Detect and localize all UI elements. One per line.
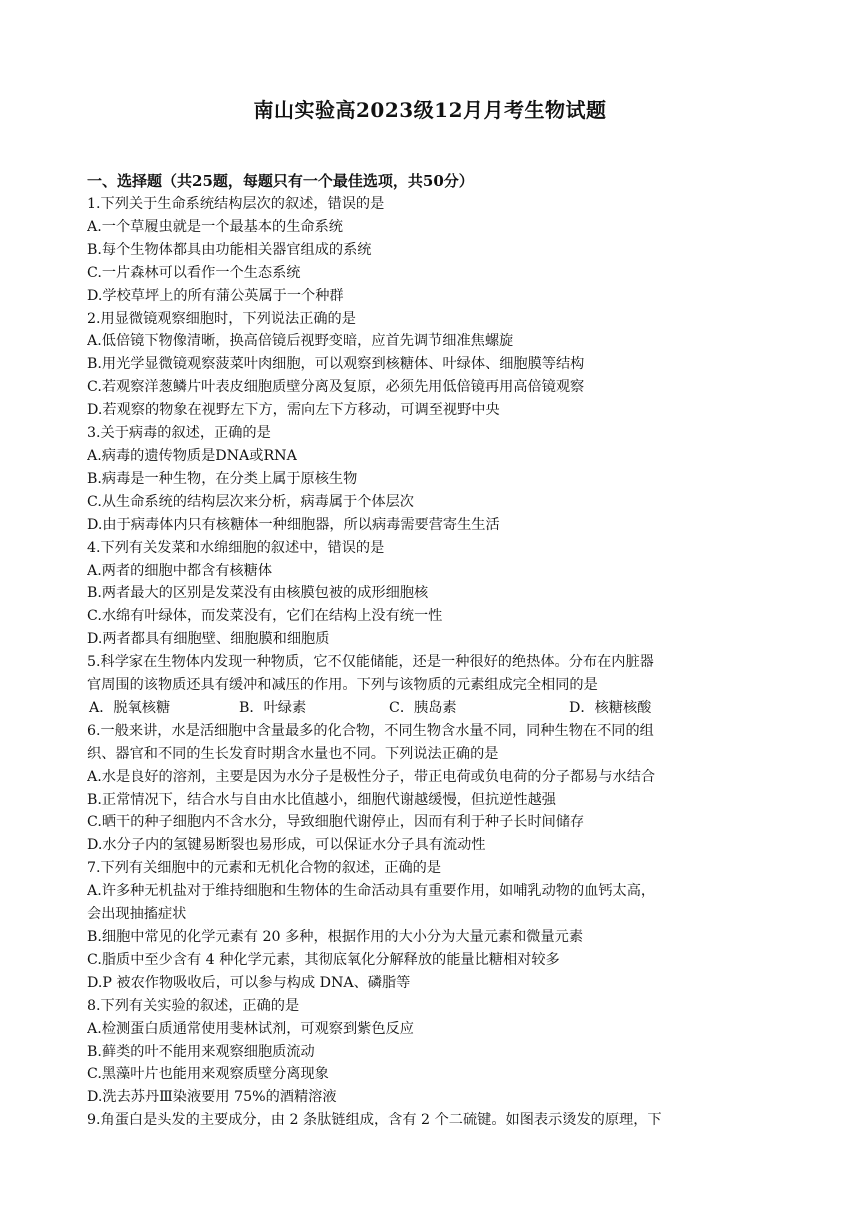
- text-line: 6.一般来讲，水是活细胞中含量最多的化合物，不同生物含水量不同，同种生物在不同的组: [87, 722, 654, 739]
- text-line: B.细胞中常见的化学元素有 20 多种，根据作用的大小分为大量元素和微量元素: [87, 929, 584, 945]
- text-line: 8.下列有关实验的叙述，正确的是: [87, 997, 300, 1014]
- text-line: D.学校草坪上的所有蒲公英属于一个种群: [87, 287, 344, 304]
- text-line: A.低倍镜下物像清晰，换高倍镜后视野变暗，应首先调节细准焦螺旋: [87, 333, 514, 350]
- text-line: B.正常情况下，结合水与自由水比值越小，细胞代谢越缓慢，但抗逆性越强: [87, 791, 556, 808]
- question-block-6-9: [87, 720, 777, 1132]
- text-line: A.水是良好的溶剂，主要是因为水分子是极性分子，带正电荷或负电荷的分子都易与水结合: [87, 768, 656, 785]
- text-line: 1.下列关于生命系统结构层次的叙述，错误的是: [87, 196, 385, 212]
- text-line: 5.科学家在生物体内发现一种物质，它不仅能储能，还是一种很好的绝热体。分布在内脏器: [87, 654, 654, 671]
- text-line: 4.下列有关发菜和水绵细胞的叙述中，错误的是: [87, 539, 385, 556]
- text-line: B.藓类的叶不能用来观察细胞质流动: [87, 1043, 315, 1060]
- text-line: 9.角蛋白是头发的主要成分，由 2 条肽链组成，含有 2 个二硫键。如图表示烫发的原理，下: [87, 1112, 662, 1129]
- text-line: C.从生命系统的结构层次来分析，病毒属于个体层次: [87, 493, 414, 510]
- text-line: 会出现抽搐症状: [87, 906, 187, 923]
- text-line: D.两者都具有细胞壁、细胞膜和细胞质: [87, 631, 330, 648]
- text-line: C.水绵有叶绿体，而发菜没有，它们在结构上没有统一性: [87, 608, 443, 625]
- text-line: B.两者最大的区别是发菜没有由核膜包被的成形细胞核: [87, 585, 429, 602]
- text-line: C.若观察洋葱鳞片叶表皮细胞质壁分离及复原，必须先用低倍镜再用高倍镜观察: [87, 379, 585, 396]
- exam-content: [87, 170, 777, 1132]
- text-line: B.用光学显微镜观察菠菜叶肉细胞，可以观察到核糖体、叶绿体、细胞膜等结构: [87, 356, 585, 373]
- question-block-1-5: [87, 193, 777, 697]
- page-title: 南山实验高2023级12月月考生物试题: [253, 98, 607, 122]
- text-line: D.若观察的物象在视野左下方，需向左下方移动，可调至视野中央: [87, 402, 500, 419]
- text-line: A.病毒的遗传物质是DNA或RNA: [87, 447, 297, 464]
- text-line: A.许多种无机盐对于维持细胞和生物体的生命活动具有重要作用，如哺乳动物的血钙太高，: [87, 883, 656, 900]
- text-line: 7.下列有关细胞中的元素和无机化合物的叙述，正确的是: [87, 860, 442, 877]
- text-line: D.水分子内的氢键易断裂也易形成，可以保证水分子具有流动性: [87, 837, 486, 854]
- text-line: C.黑藻叶片也能用来观察质壁分离现象: [87, 1066, 329, 1083]
- text-line: A.两者的细胞中都含有核糖体: [87, 562, 273, 579]
- text-line: B.病毒是一种生物，在分类上属于原核生物: [87, 470, 358, 487]
- text-line: A.检测蛋白质通常使用斐林试剂，可观察到紫色反应: [87, 1020, 414, 1037]
- text-line: A.一个草履虫就是一个最基本的生命系统: [87, 218, 343, 235]
- text-line: D.P 被农作物吸收后，可以参与构成 DNA、磷脂等: [87, 974, 411, 991]
- text-line: 织、器官和不同的生长发育时期含水量也不同。下列说法正确的是: [87, 745, 499, 762]
- text-line: 2.用显微镜观察细胞时，下列说法正确的是: [87, 310, 356, 327]
- q5-choices: [87, 697, 777, 720]
- text-line: 3.关于病毒的叙述，正确的是: [87, 425, 271, 442]
- text-line: C.晒干的种子细胞内不含水分，导致细胞代谢停止，因而有利于种子长时间储存: [87, 814, 585, 831]
- text-line: C.脂质中至少含有 4 种化学元素，其彻底氧化分解释放的能量比糖相对较多: [87, 951, 560, 968]
- q5-choice-c: C．胰岛素: [389, 699, 457, 716]
- section-heading: 一、选择题（共25题，每题只有一个最佳选项，共50分）: [87, 172, 474, 190]
- q5-choice-b: B．叶绿素: [239, 699, 307, 716]
- q5-choice-a: A．脱氧核糖: [89, 699, 171, 716]
- text-line: 官周围的该物质还具有缓冲和减压的作用。下列与该物质的元素组成完全相同的是: [87, 677, 598, 694]
- q5-choice-d: D．核糖核酸: [569, 699, 652, 716]
- text-line: B.每个生物体都具由功能相关器官组成的系统: [87, 241, 372, 258]
- text-line: D.由于病毒体内只有核糖体一种细胞器，所以病毒需要营寄生生活: [87, 516, 500, 533]
- text-line: D.洗去苏丹Ⅲ染液要用 75%的酒精溶液: [87, 1089, 337, 1106]
- text-line: C.一片森林可以看作一个生态系统: [87, 264, 301, 281]
